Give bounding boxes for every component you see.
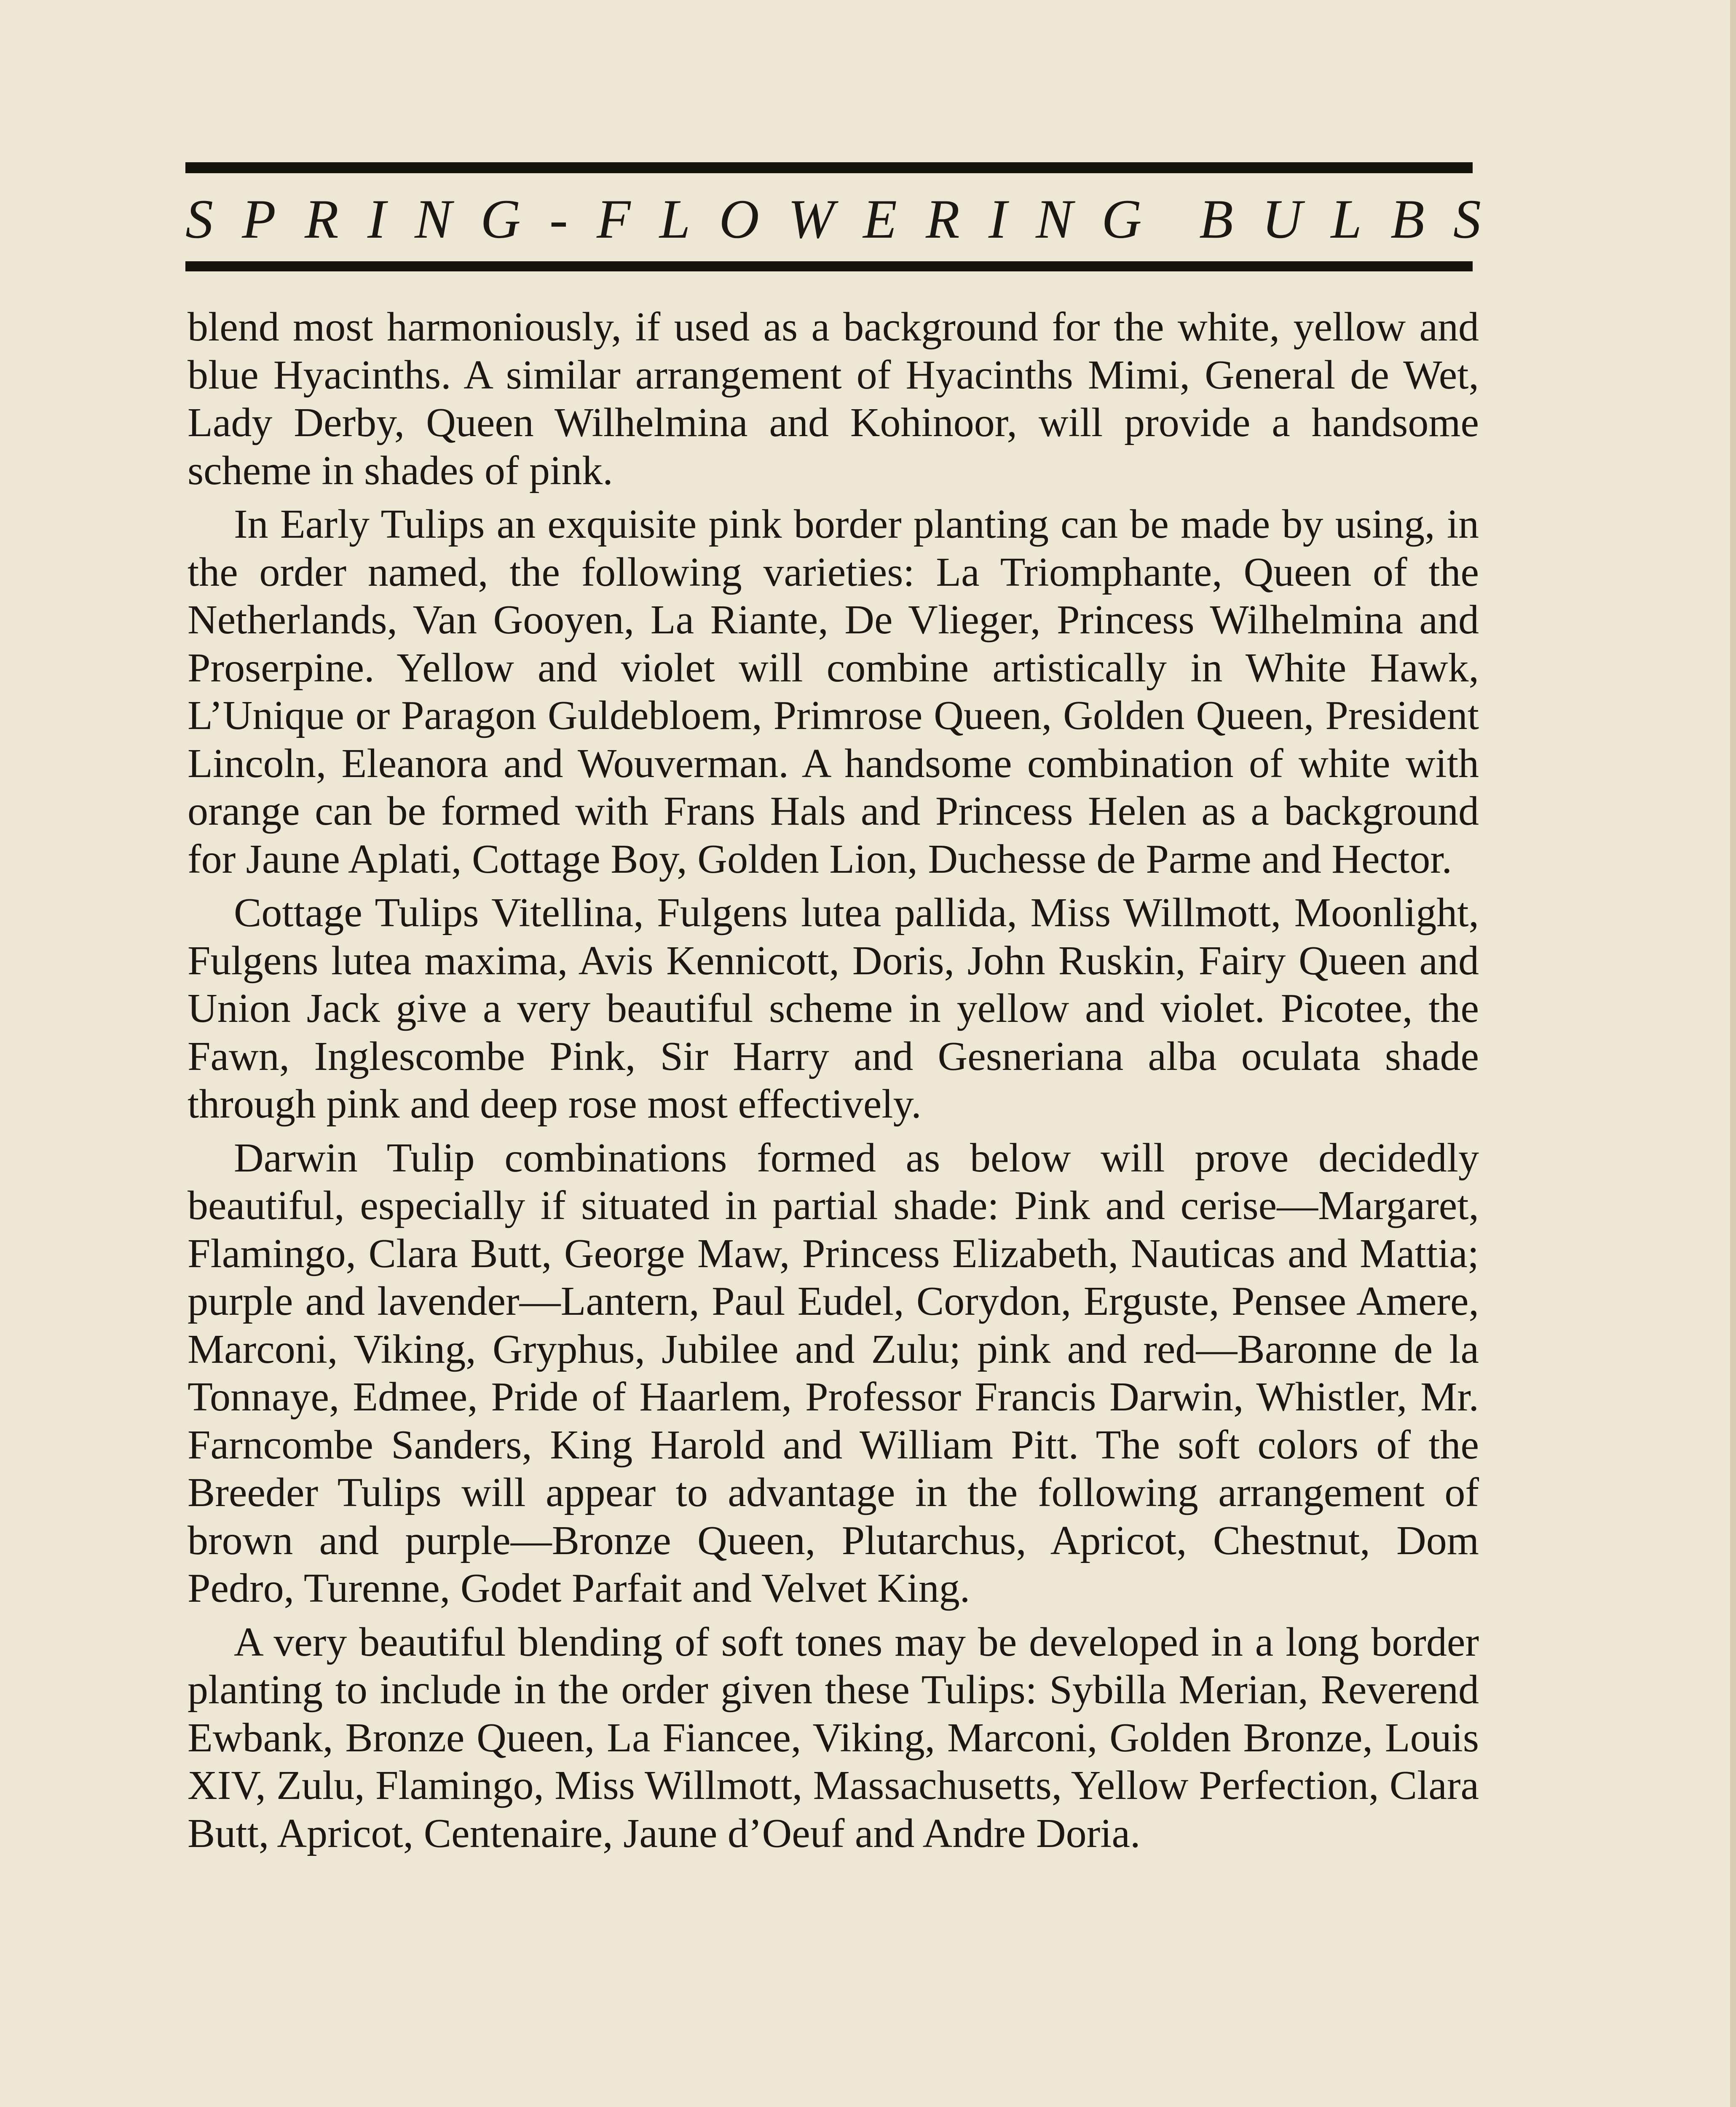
running-head-letter: B bbox=[1199, 188, 1233, 250]
page-edge bbox=[1730, 0, 1736, 2107]
paragraph-border-blending: A very beautiful blending of soft tones may be developed in a long border planting to include in the order given these Tulips: Sybilla Merian, Reverend Ewbank, Bronze Queen, La Fiancee, Viking, Marconi, Golden Bronze, Louis XIV, Zulu, Flamingo, Miss Willmott, Massachusetts, Yellow Perfection, Clara Butt, Apricot, Centenaire, Jaune d’Oeuf and Andre Doria. bbox=[188, 1619, 1479, 1856]
running-head-letter: S bbox=[185, 188, 213, 250]
running-head-letter: - bbox=[549, 188, 568, 250]
header-rule-bottom bbox=[185, 261, 1473, 271]
running-head-letter: S bbox=[1453, 188, 1481, 250]
running-head-letter: R bbox=[926, 188, 960, 250]
paragraph-early-tulips: In Early Tulips an exquisite pink border planting can be made by using, in the order named, the following varieties: La Triomphante, Queen of the Netherlands, Van Gooyen, La Riante, De Vlieger, Princess Wilhelmina and Proserpine. Yellow and violet will combine artistically in White Hawk, L’Unique or Paragon Guldebloem, Primrose Queen, Golden Queen, President Lincoln, Eleanora and Wouverman. A handsome combination of white with orange can be formed with Frans Hals and Princess Helen as a background for Jaune Aplati, Cottage Boy, Golden Lion, Duchesse de Parme and Hector. bbox=[188, 501, 1479, 882]
running-head-letter: O bbox=[719, 188, 759, 250]
running-head-letter: L bbox=[659, 188, 691, 250]
running-head-letter: I bbox=[367, 188, 386, 250]
paragraph-cottage-tulips: Cottage Tulips Vitellina, Fulgens lutea pallida, Miss Willmott, Moonlight, Fulgens lutea maxima, Avis Kennicott, Doris, John Ruskin, Fairy Queen and Union Jack give a very beautiful scheme in yellow and violet. Picotee, the Fawn, Inglescombe Pink, Sir Harry and Gesneriana alba oculata shade through pink and deep rose most effectively. bbox=[188, 890, 1479, 1127]
header-rule-top bbox=[185, 162, 1473, 173]
running-head-letter: R bbox=[305, 188, 339, 250]
running-head-letter: I bbox=[988, 188, 1007, 250]
running-head-letter: L bbox=[1331, 188, 1362, 250]
running-head-letter: G bbox=[1101, 188, 1142, 250]
running-head-letter: B bbox=[1390, 188, 1425, 250]
paragraph-darwin-tulips: Darwin Tulip combinations formed as below will prove decidedly beautiful, especially if situated in partial shade: Pink and cerise—Margaret, Flamingo, Clara Butt, George Maw, Princess Elizabeth, Nauticas and Mattia; purple and lavender—Lantern, Paul Eudel, Corydon, Erguste, Pensee Amere, Marconi, Viking, Gryphus, Jubilee and Zulu; pink and red—Baronne de la Tonnaye, Edmee, Pride of Haarlem, Professor Francis Darwin, Whistler, Mr. Farncombe Sanders, King Harold and William Pitt. The soft colors of the Breeder Tulips will appear to advantage in the following arrangement of brown and purple—Bronze Queen, Plutarchus, Apricot, Chestnut, Dom Pedro, Turenne, Godet Parfait and Velvet King. bbox=[188, 1135, 1479, 1611]
running-head-letter: E bbox=[863, 188, 897, 250]
running-head-letter: U bbox=[1262, 188, 1302, 250]
running-head-letter: F bbox=[597, 188, 631, 250]
running-head bbox=[185, 181, 1481, 257]
running-head-letter: W bbox=[788, 188, 834, 250]
paragraph-hyacinths: blend most harmoniously, if used as a background for the white, yellow and blue Hyacinths. A similar arrangement of Hyacinths Mimi, General de Wet, Lady Derby, Queen Wilhelmina and Kohinoor, will provide a handsome scheme in shades of pink. bbox=[188, 304, 1479, 493]
running-head-letter: N bbox=[1036, 188, 1073, 250]
body-text bbox=[188, 303, 1479, 1863]
running-head-letter: G bbox=[480, 188, 521, 250]
running-head-letter: N bbox=[415, 188, 452, 250]
running-head-letter: P bbox=[242, 188, 276, 250]
